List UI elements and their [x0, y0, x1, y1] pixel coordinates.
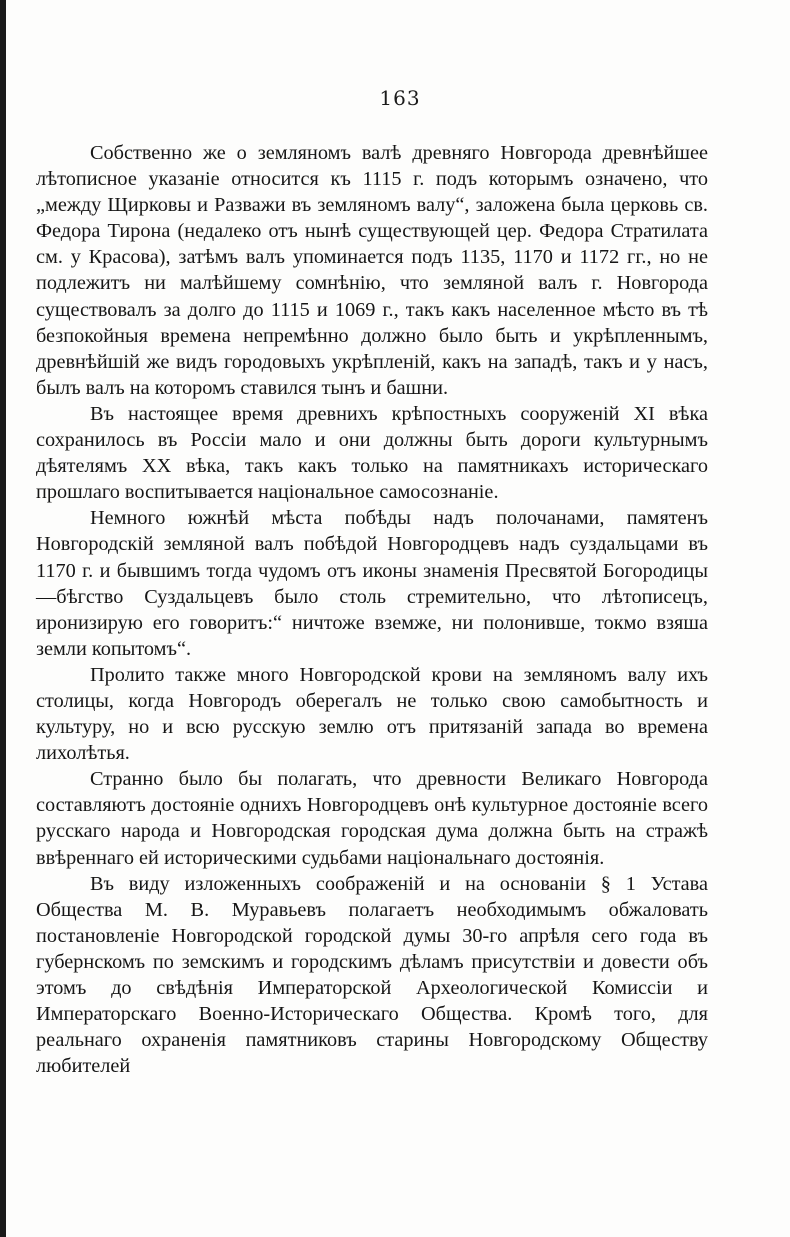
paragraph-eleventh-century-fortifications: Въ настоящее время древнихъ крѣпостныхъ сооруженій XI вѣка сохранилось въ Россіи мало и они должны быть дороги культурнымъ дѣятелямъ XX вѣка, такъ какъ только на памятникахъ историческаго прошлаго воспитывается національное самосознаніе.	[36, 402, 708, 504]
page-binding-edge	[0, 0, 6, 1237]
paragraph-victory-over-suzdalians: Немного южнѣй мѣста побѣды надъ полочанами, памятенъ Новгородскій земляной валъ побѣдой Новгородцевъ надъ суздальцами въ 1170 г. и бывшимъ тогда чудомъ отъ иконы знаменія Пресвятой Богородицы—бѣгство Суздальцевъ было столь стремительно, что лѣтописецъ, иронизирую его говоритъ:“ ничтоже вземже, ни полонивше, токмо взяша земли копытомъ“.	[36, 507, 708, 660]
paragraph-appeal-decision: Въ виду изложенныхъ соображеній и на основаніи § 1 Устава Общества М. В. Муравьевъ полагаетъ необходимымъ обжаловать постановленіе Новгородской городской думы 30-го апрѣля сего года въ губернскомъ по земскимъ и городскимъ дѣламъ присутствіи и довести объ этомъ до свѣдѣнія Императорской Археологической Комиссіи и Императорскаго Военно-Историческаго Общества. Кромѣ того, для реальнаго охраненія памятниковъ старины Новгородскому Обществу любителей	[36, 872, 708, 1078]
paragraph-cultural-heritage: Странно было бы полагать, что древности Великаго Новгорода составляютъ достояніе однихъ Новгородцевъ онѣ культурное достояніе всего русскаго народа и Новгородская городская дума должна быть на стражѣ ввѣреннаго ей историческими судьбами національнаго достоянія.	[36, 768, 708, 869]
paragraph-novgorod-blood: Пролито также много Новгородской крови на земляномъ валу ихъ столицы, когда Новгородъ оберегалъ не только свою самобытность и культуру, но и всю русскую землю отъ притязаній запада во времена лихолѣтья.	[36, 663, 708, 765]
page-number: 163	[379, 86, 421, 110]
body-text	[36, 140, 708, 1079]
paragraph-earthen-rampart-history: Собственно же о земляномъ валѣ древняго Новгорода древнѣйшее лѣтописное указаніе относится къ 1115 г. подъ которымъ означено, что „между Щирковы и Разважи въ земляномъ валу“, заложена была церковь св. Федора Тирона (недалеко отъ нынѣ существующей цер. Федора Стратилата см. у Красова), затѣмъ валъ упоминается подъ 1135, 1170 и 1172 гг., но не подлежитъ ни малѣйшему сомнѣнію, что земляной валъ г. Новгорода существовалъ за долго до 1115 и 1069 г., такъ какъ населенное мѣсто въ тѣ безпокойныя времена непремѣнно должно было быть и укрѣпленнымъ, древнѣйшій же видъ городовыхъ укрѣпленій, какъ на западѣ, такъ и у насъ, былъ валъ на которомъ ставился тынъ и башни.	[36, 142, 708, 399]
